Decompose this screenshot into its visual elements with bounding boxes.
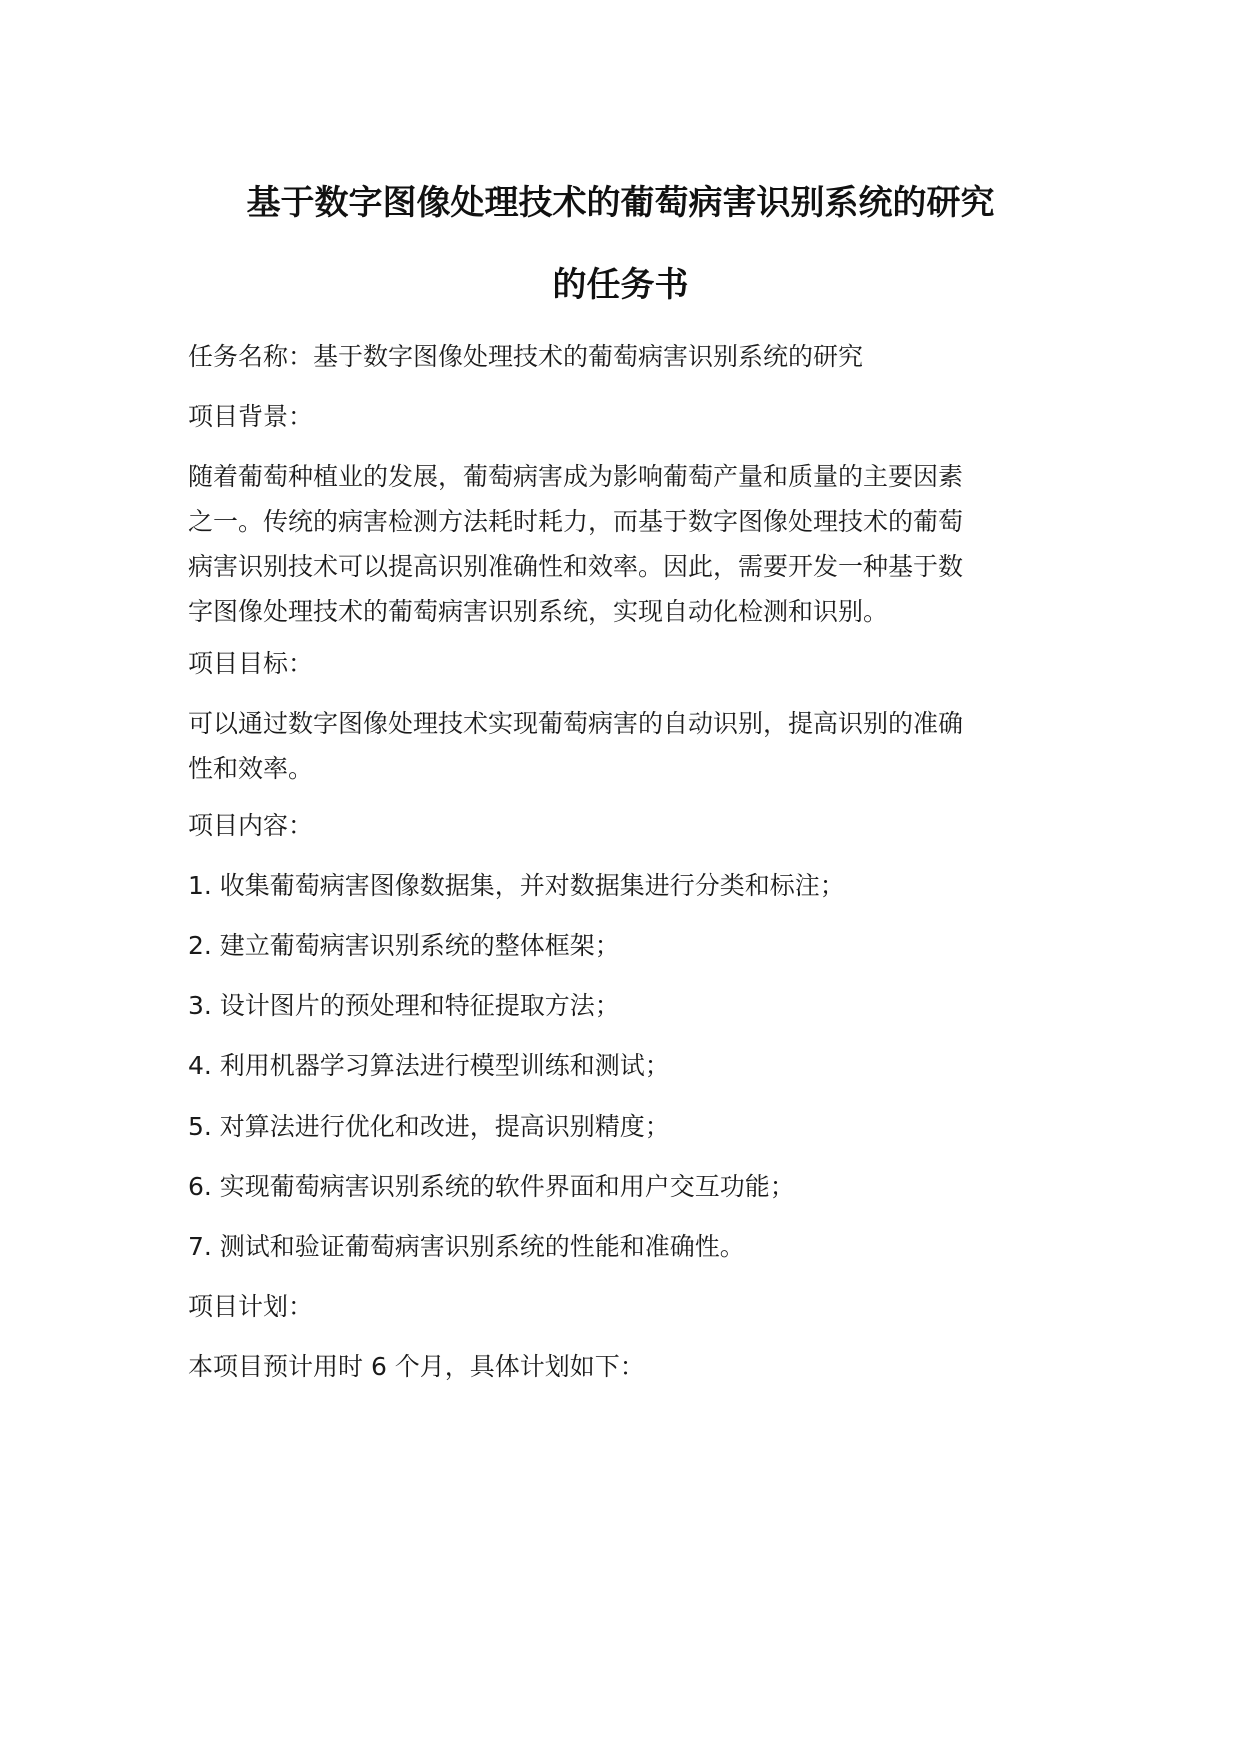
background-heading: 项目背景： — [188, 402, 314, 431]
content-item: 4. 利用机器学习算法进行模型训练和测试； — [188, 1051, 670, 1080]
plan-intro: 本项目预计用时 6 个月，具体计划如下： — [188, 1352, 645, 1381]
plan-heading: 项目计划： — [188, 1292, 314, 1321]
content-item: 6. 实现葡萄病害识别系统的软件界面和用户交互功能； — [188, 1172, 795, 1201]
goal-paragraph — [188, 701, 1058, 791]
document-title-line-2: 的任务书 — [552, 265, 689, 305]
task-name: 任务名称：基于数字图像处理技术的葡萄病害识别系统的研究 — [188, 342, 864, 371]
goal-line: 性和效率。 — [188, 754, 314, 783]
content-item: 5. 对算法进行优化和改进，提高识别精度； — [188, 1112, 670, 1141]
goal-heading: 项目目标： — [188, 649, 314, 678]
content-item: 7. 测试和验证葡萄病害识别系统的性能和准确性。 — [188, 1232, 745, 1261]
background-line: 之一。传统的病害检测方法耗时耗力，而基于数字图像处理技术的葡萄 — [188, 507, 964, 536]
background-paragraph — [188, 454, 1058, 634]
goal-line: 可以通过数字图像处理技术实现葡萄病害的自动识别，提高识别的准确 — [188, 709, 964, 738]
document-title-line-1: 基于数字图像处理技术的葡萄病害识别系统的研究 — [246, 183, 995, 223]
content-heading: 项目内容： — [188, 811, 314, 840]
content-item: 3. 设计图片的预处理和特征提取方法； — [188, 991, 620, 1020]
background-line: 随着葡萄种植业的发展，葡萄病害成为影响葡萄产量和质量的主要因素 — [188, 462, 964, 491]
content-item: 1. 收集葡萄病害图像数据集，并对数据集进行分类和标注； — [188, 871, 845, 900]
content-item: 2. 建立葡萄病害识别系统的整体框架； — [188, 931, 620, 960]
background-line: 病害识别技术可以提高识别准确性和效率。因此，需要开发一种基于数 — [188, 552, 964, 581]
background-line: 字图像处理技术的葡萄病害识别系统，实现自动化检测和识别。 — [188, 597, 889, 626]
